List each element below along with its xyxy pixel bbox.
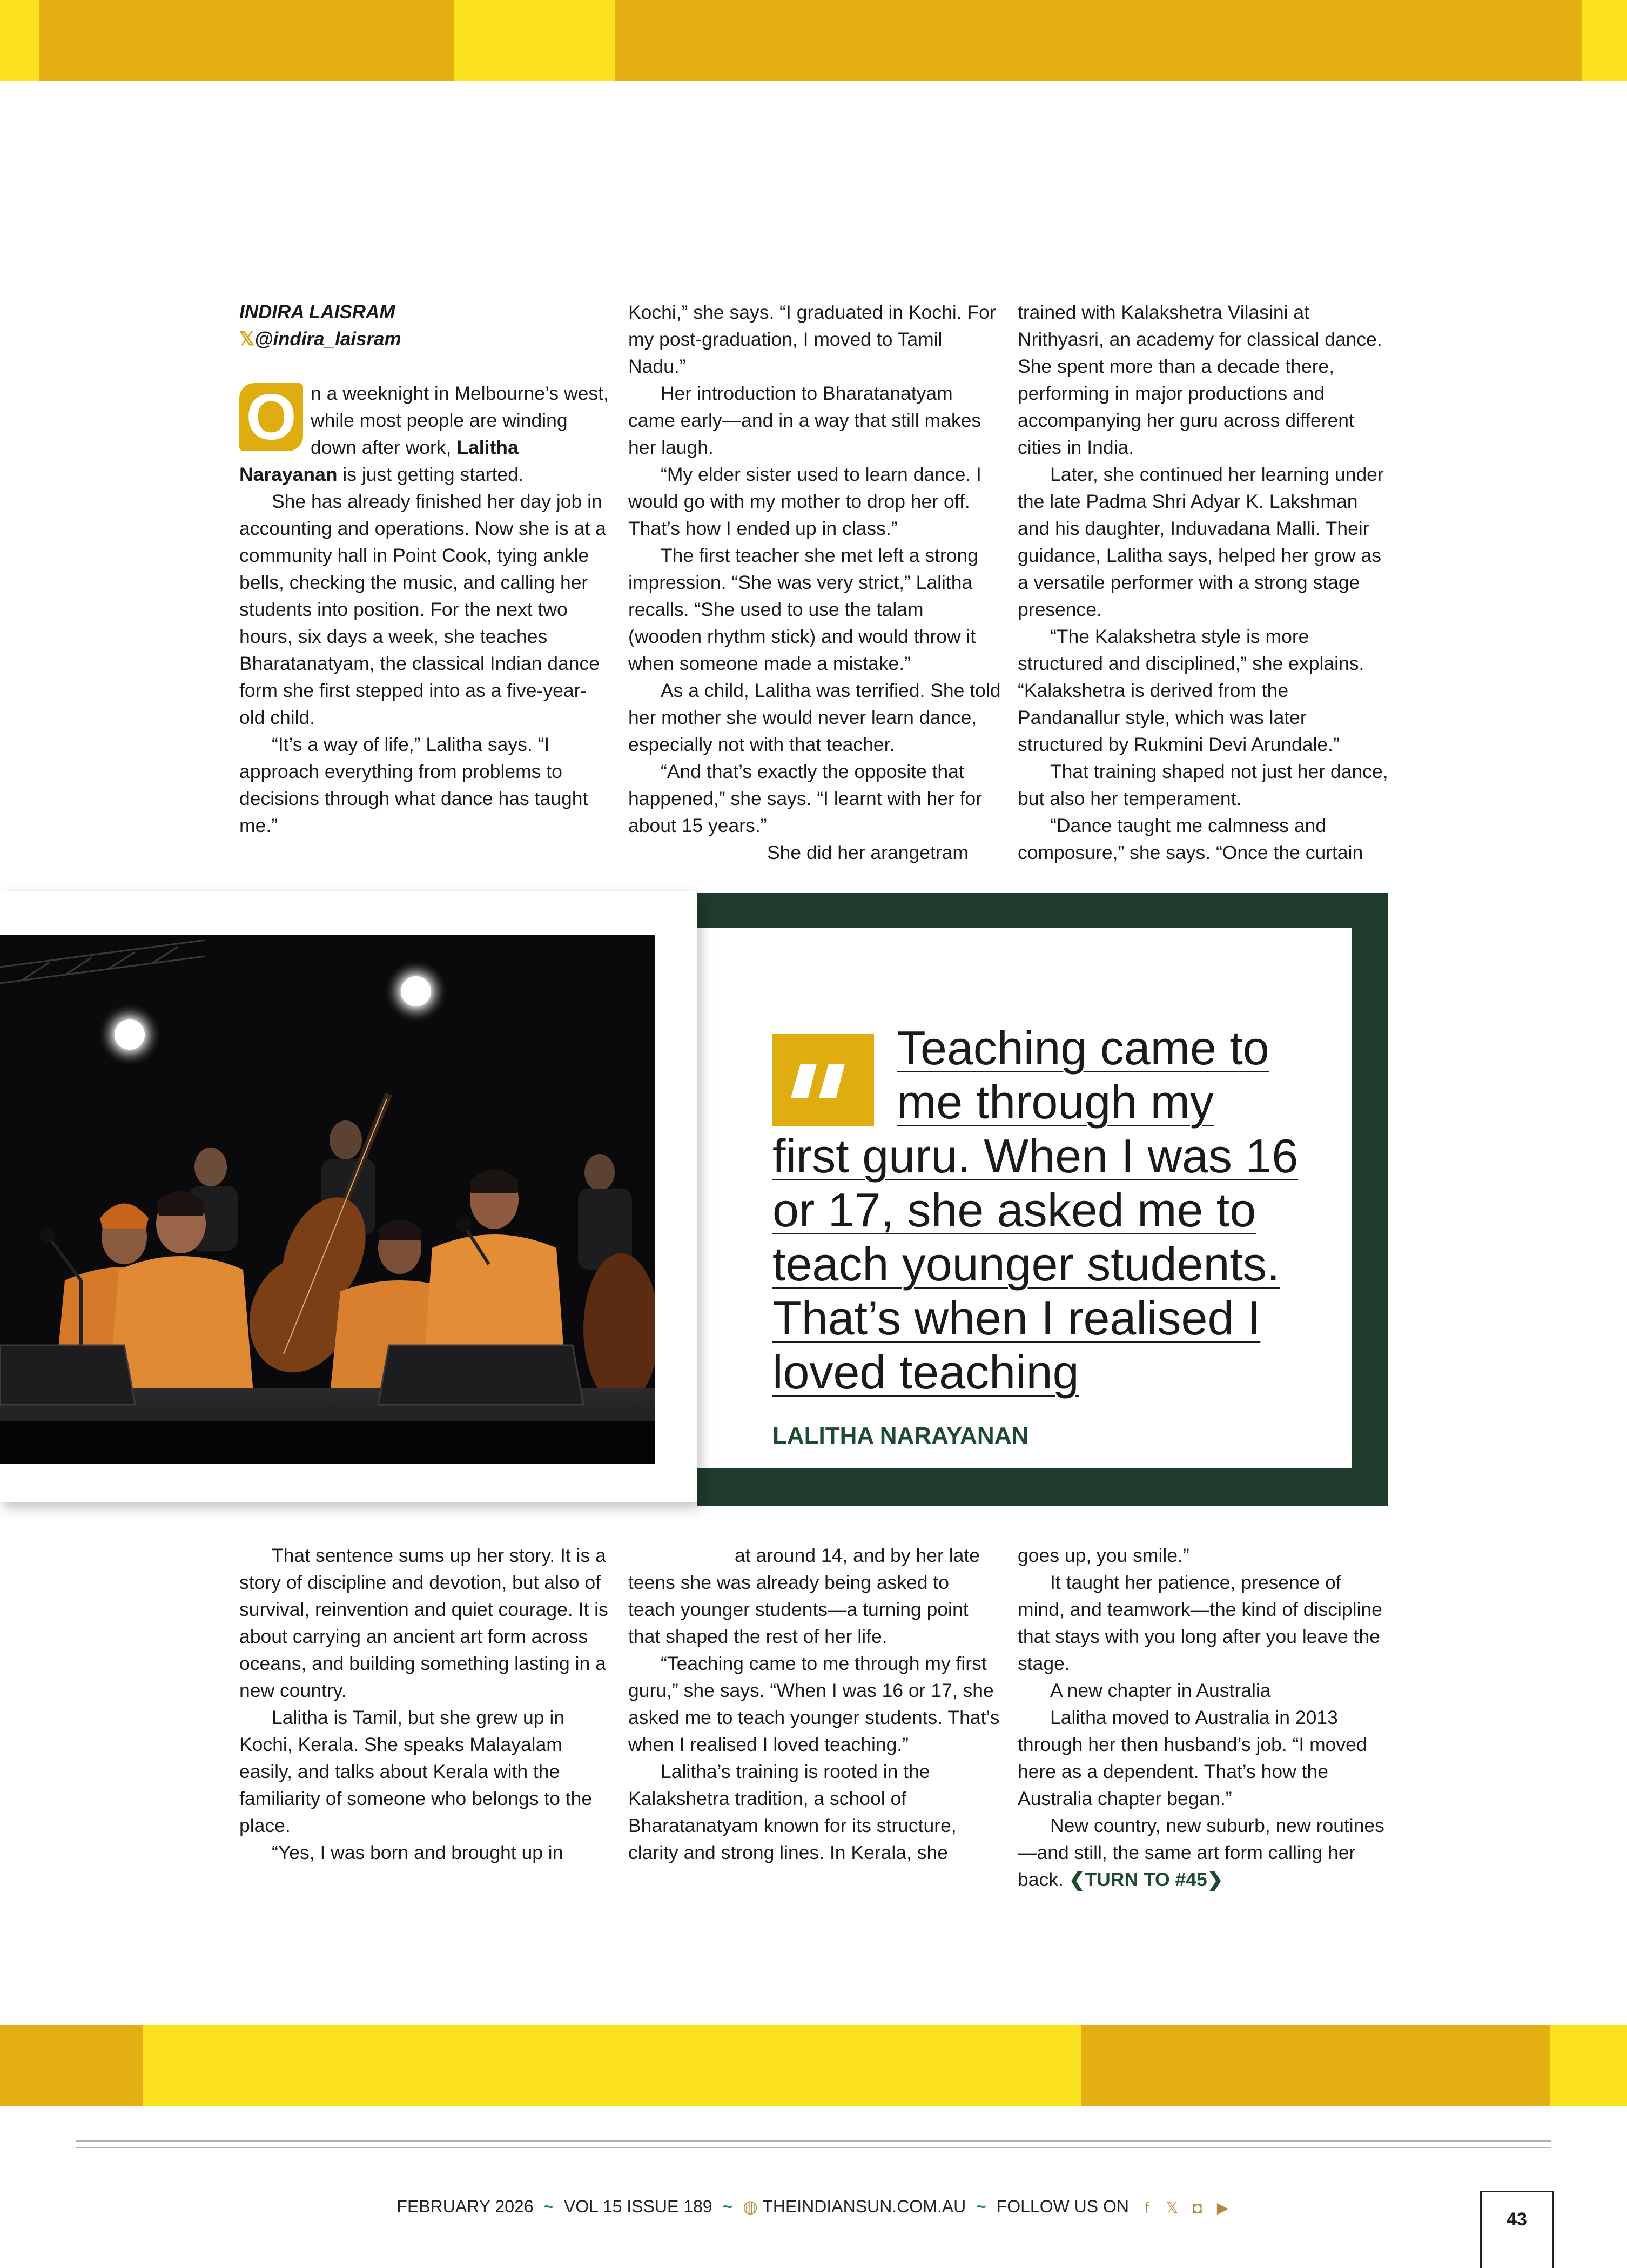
footer-rule bbox=[76, 2147, 1551, 2148]
article-paragraph: “Teaching came to me through my first guru,” she says. “When I was 16 or 17, she asked me to teach younger students. That’s when I realised I loved teaching.” bbox=[628, 1653, 1000, 1755]
article-paragraph: Lalitha is Tamil, but she grew up in Kochi, Kerala. She speaks Malayalam easily, and talks about Kerala with the familiarity of someone who belongs to the place. bbox=[239, 1707, 593, 1836]
pull-quote-attribution: LALITHA NARAYANAN bbox=[772, 1422, 1029, 1449]
article-paragraph: “Dance taught me calmness and composure,” she says. “Once the curtain bbox=[1018, 815, 1363, 863]
facebook-icon[interactable]: f bbox=[1145, 2199, 1149, 2216]
article-paragraph: “And that’s exactly the opposite that happened,” she says. “I learnt with her for about 15 years.” bbox=[628, 761, 983, 836]
article-paragraph: Later, she continued her learning under the late Padma Shri Adyar K. Lakshman and his daughter, Induvadana Malli. Their guidance, Lalitha says, helped her grow as a versatile performer with a strong stage presence. bbox=[1018, 464, 1384, 620]
issue-date: FEBRUARY 2026 bbox=[396, 2197, 534, 2216]
byline bbox=[239, 299, 401, 353]
wave-separator-icon: ~ bbox=[976, 2197, 986, 2216]
article-paragraph: Lalitha’s training is rooted in the Kalakshetra tradition, a school of Bharatanatyam known for its structure, clarity and strong lines. In Kerala, she bbox=[628, 1761, 957, 1863]
article-column-3-top bbox=[1018, 299, 1390, 866]
top-color-band bbox=[0, 0, 1627, 81]
article-paragraph: Her introduction to Bharatanatyam came early—and in a way that still makes her laugh. bbox=[628, 383, 981, 458]
chevron-left-icon: ❮ bbox=[1068, 1869, 1085, 1890]
article-paragraph: “Yes, I was born and brought up in bbox=[272, 1842, 563, 1863]
x-icon[interactable]: 𝕏 bbox=[1166, 2199, 1179, 2216]
globe-icon: ◍ bbox=[743, 2197, 758, 2216]
article-paragraph: O n a weeknight in Melbourne’s west, while most people are winding down after work, Lalitha Narayanan is just getting started. bbox=[239, 381, 609, 485]
dancers-and-musicians-on-stage-photo bbox=[0, 935, 655, 1464]
article-paragraph: New country, new suburb, new routines—and still, the same art form calling her back. ❮TURN TO #45❯ bbox=[1018, 1815, 1384, 1890]
pull-quote-text: Teaching came to me through my first guru. When I was 16 or 17, she asked me to teach younger students. That’s when I realised I loved teaching bbox=[772, 1021, 1299, 1399]
issue-number: VOL 15 ISSUE 189 bbox=[564, 2197, 712, 2216]
article-paragraph: “My elder sister used to learn dance. I would go with my mother to drop her off. That’s how I ended up in class.” bbox=[628, 464, 981, 539]
author-handle[interactable]: 𝕏@indira_laisram bbox=[239, 328, 401, 350]
pull-quote-panel bbox=[697, 893, 1388, 1506]
article-paragraph: She has already finished her day job in accounting and operations. Now she is at a community hall in Point Cook, tying ankle bells, checking the music, and calling her students into position. For the next two hours, six days a week, she teaches Bharatanatyam, the classical Indian dance form she first stepped into as a five-year-old child. bbox=[239, 491, 606, 728]
article-column-2-bottom bbox=[628, 1542, 1001, 1866]
article-paragraph: trained with Kalakshetra Vilasini at Nrithyasri, an academy for classical dance. She spent more than a decade there, performing in major productions and accompanying her guru across different cities in India. bbox=[1018, 301, 1382, 458]
chevron-right-icon: ❯ bbox=[1207, 1869, 1223, 1890]
article-paragraph: That sentence sums up her story. It is a story of discipline and devotion, but also of survival, reinvention and quiet courage. It is about carrying an ancient art form across oceans, and building something lasting in a new country. bbox=[239, 1545, 608, 1701]
website-link[interactable]: THEINDIANSUN.COM.AU bbox=[762, 2197, 966, 2216]
article-paragraph: That training shaped not just her dance, but also her temperament. bbox=[1018, 761, 1388, 809]
article-paragraph: “The Kalakshetra style is more structured and disciplined,” she explains. “Kalakshetra is derived from the Pandanallur style, which was later structured by Rukmini Devi Arundale.” bbox=[1018, 626, 1364, 755]
turn-to-page-link[interactable]: ❮TURN TO #45❯ bbox=[1068, 1869, 1223, 1890]
youtube-icon[interactable]: ▶ bbox=[1216, 2199, 1229, 2216]
article-column-1-top bbox=[239, 380, 612, 839]
article-column-3-bottom bbox=[1018, 1542, 1390, 1893]
x-logo-icon: 𝕏 bbox=[239, 328, 255, 350]
pull-quote-box bbox=[697, 928, 1352, 1468]
article-paragraph: at around 14, and by her late teens she was already being asked to teach younger students—a turning point that shaped the rest of her life. bbox=[628, 1545, 980, 1647]
photo-frame bbox=[0, 891, 697, 1502]
bottom-color-band bbox=[0, 2025, 1627, 2106]
wave-separator-icon: ~ bbox=[543, 2197, 554, 2216]
article-paragraph: As a child, Lalitha was terrified. She told her mother she would never learn dance, especially not with that teacher. bbox=[628, 680, 1001, 755]
section-subheading: A new chapter in Australia bbox=[1050, 1680, 1271, 1701]
article-paragraph: Kochi,” she says. “I graduated in Kochi. For my post-graduation, I moved to Tamil Nadu.” bbox=[628, 301, 996, 377]
drop-cap: O bbox=[239, 383, 303, 451]
article-paragraph: The first teacher she met left a strong impression. “She was very strict,” Lalitha recalls. “She used to use the talam (wooden rhythm stick) and would throw it when someone made a mistake.” bbox=[628, 545, 978, 674]
follow-label: FOLLOW US ON bbox=[996, 2197, 1130, 2216]
footer-rule bbox=[76, 2140, 1551, 2142]
footer bbox=[0, 2195, 1627, 2218]
instagram-icon[interactable]: ◘ bbox=[1193, 2199, 1202, 2216]
author-name: INDIRA LAISRAM bbox=[239, 301, 395, 323]
article-paragraph: She did her arangetram bbox=[767, 842, 969, 863]
article-paragraph: It taught her patience, presence of mind, and teamwork—the kind of discipline that stays with you long after you leave the stage. bbox=[1018, 1572, 1382, 1674]
page-number: 43 bbox=[1480, 2191, 1554, 2268]
article-paragraph: “It’s a way of life,” Lalitha says. “I approach everything from problems to decisions through what dance has taught me.” bbox=[239, 734, 588, 836]
article-paragraph: Lalitha moved to Australia in 2013 through her then husband’s job. “I moved here as a dependent. That’s how the Australia chapter began.” bbox=[1018, 1707, 1367, 1809]
article-column-1-bottom bbox=[239, 1542, 612, 1866]
article-column-2-top bbox=[628, 299, 1001, 866]
article-paragraph: goes up, you smile.” bbox=[1018, 1545, 1189, 1566]
wave-separator-icon: ~ bbox=[722, 2197, 733, 2216]
